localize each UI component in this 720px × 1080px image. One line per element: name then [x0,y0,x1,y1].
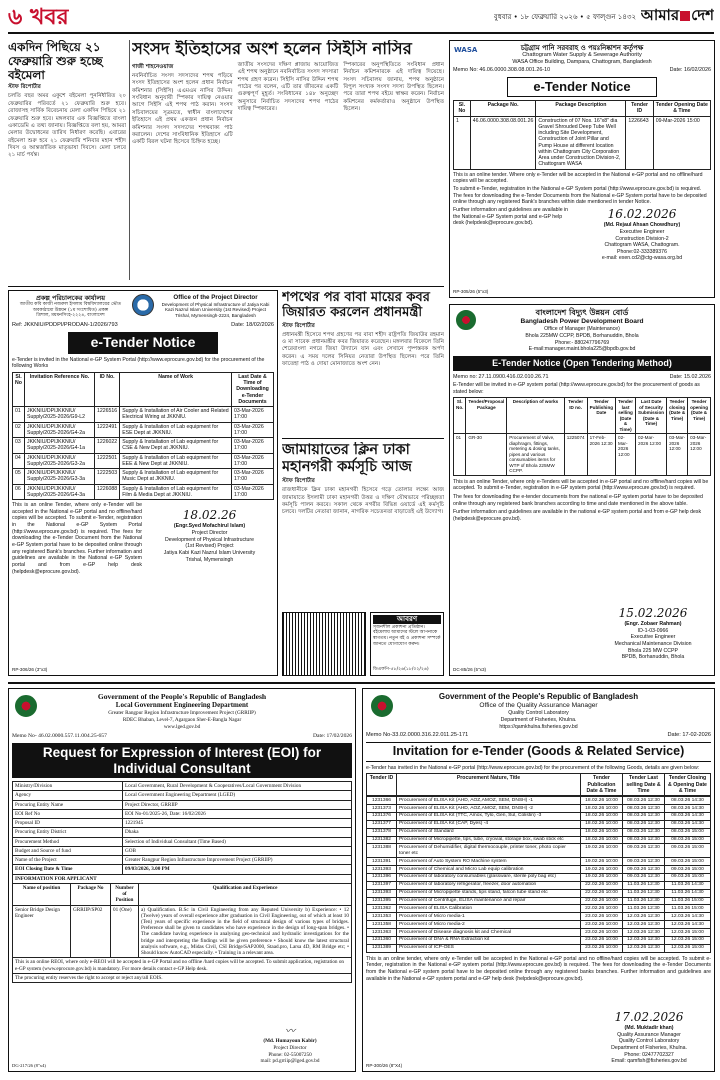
signature-block: 16.02.2026 (Md. Rejaul Ahsan Chowdhury) Executive Engineer Construction Division-2 Chattogram WASA, Chattogram. Phone:02-333389376 e-mail: exen.cd2@ctg-wasa.org.bd [573,207,711,262]
table-row: 1231377 Procurement of ELISA Kit (CAP, Dyes) -4 18.02.26 10:00 08.03.26 12:30 08.03.26 14:30 [367,820,711,828]
table-row: Name of the Project Greater Rangpur Region Infrastructure Improvement Project (GRRIIP) [13,856,352,865]
notice-text: This is an online tender, where only e-Tender will be accepted in the National e-GP portal and no offline/hard copies will be accepted. To submit e-Tender, registration in the National e-GP system portal (http://www.eprocure.gov.bd) is required. The fees for downloading the e-Tender Documents from the National e-GP system portal have to be deposited online through any registered banks branches. Further information and guidelines are available in the National e-GP system portal and e-GP help desk (helpdesk@eprocure.gov.bd). [366,955,711,982]
barcode-image [282,612,366,676]
table-row: 1231395 Procurement of Centrifuge, ELISA maintenance and repair 22.02.26 10:00 11.03.26 12:30 11.03.26 15:00 [367,897,711,905]
ad-ref: DG-217/26 (8"x4) [12,1063,46,1069]
table-row: 1231397 Procurement of laboratory refrigerator, freezer, door automation 22.02.26 10:00 11.03.26 12:30 11.03.26 14:30 [367,881,711,889]
story-headline: একদিন পিছিয়ে ২১ ফেব্রুয়ারি শুরু হচ্ছে বইমেলা [8,40,103,83]
story-byline: গাজী শাহনেওয়াজ [132,63,174,70]
section-rule [8,286,444,287]
signature: 15.02.2026 [618,605,688,620]
notice-text: Further information and guidelines are available in the National e-GP System portal and e-GP help desk (helpdesk@eprocure.gov.bd). [453,206,569,227]
gov-emblem-icon [371,695,393,717]
logo-mark-icon [680,11,690,21]
table-row: 01 JKKNIU/DPIJKKNIU/ Supply/2025-2026/G9-L2 1226516 Supply & Installation of Air Cooler and Related Electrical Wiring at JKKNIU. 03-Mar-2026 17:00 [13,407,274,422]
story-byline: স্টাফ রিপোর্টার [282,322,315,329]
story-pm-zirayat [282,290,444,436]
table-row: 1231358 Procurement of Micro media-2 23.02.26 10:00 12.03.26 12:30 12.03.26 14:30 [367,921,711,929]
ad-title: আবরণ [373,615,441,624]
ad-ref: RP-306/26 (3"x3) [12,667,48,673]
table-row: 05 JKKNIU/DPIJKKNIU/ Supply/2025-2026/G3-3a 1222503 Supply & Installation of Lab equipment for Music Dept at JKKNIU. 03-Mar-2026 17:00 [13,469,274,484]
table-row: 1231393 Procurement of Micropipette stands, tips stand, falcon tube stand etc 22.02.26 10:00 11.03.26 12:30 11.03.26 14:30 [367,889,711,897]
signature-block: 15.02.2026 (Engr. Zobaer Rahman) ID-1-03-0966 Executive Engineer Mechanical Maintenance Division Bhola 225 MW CCPP BPDB, Borhanuddin, Bhola [598,606,708,661]
org-name-bn: চট্টগ্রাম পানি সরবরাহ ও পয়ঃনিষ্কাশন কর্তৃপক্ষ [520,44,644,52]
story-body: প্রধানমন্ত্রী হিসেবে শপথ গ্রহণের পর বাবা শহীদ রাষ্ট্রপতি জিয়াউর রহমান ও মা সাবেক প্রধানমন্ত্রীর কবর জিয়ারত করেছেন। মঙ্গলবার বিকেলে তিনি শেরেবাংলা নগরে জিয়া উদ্যানে যান এবং সেখানে পুষ্পস্তবক অর্পণ করেন। এ সময় দলের সিনিয়র নেতারা উপস্থিত ছিলেন। পরে তিনি ফাতেহা পাঠ ও দোয়া মোনাজাতে অংশ নেন। [282,331,444,368]
table-row: 1231393 Procurement of Chemical and Micro Lab equip calibration 19.02.26 10:00 09.03.26 12:30 09.03.26 15:00 [367,866,711,874]
table-row: 1231362 Procurement of ELISA Calibration 22.02.26 10:00 11.03.26 12:30 11.03.26 15:00 [367,905,711,913]
org-name: Office of the Quality Assurance Manager [479,702,598,709]
table-row: 02 JKKNIU/DPIJKKNIU/ Supply/2025-2026/G4-2a 1222491 Supply & Installation of Lab equipment for ESE Dept at JKKNIU. 03-Mar-2026 17:00 [13,422,274,437]
table-row: 1231389 Procurement of ICP-OES 23.02.26 10:00 12.03.26 12:30 12.03.26 15:00 [367,944,711,952]
bpdb-logo-icon [456,310,476,330]
lged-eoi-ad: Government of the People's Republic of Bangladesh Local Government Engineering Department Greater Rangpur Region Infrastructure Improvement Project (GRRIIP) RDEC Bhaban, Level-7, Agargaon Sher-E-Bangla Nagar www.lged.gov.bd Memo No- 46.02.0000.557.11.004.25-657 Date: 17/02/2026 Request for Expression of Interest (EOI) for Individual Consultant Ministry/Division Local Government, Rural Development & Cooperatives/Local Government Division Agency Local Government Engineering Department (LGED) Procuring Entity Name Project Director, GRRIIP EOI Ref No EOI No-01/2025-26, Date: 16/02/2026 Proposal ID 1221945 Procuring Entity District Dhaka Procurement Method Selection of Individual Consultant (Time Based) Budget and Source of fund GOB Name of the Project Greater Rangpur Region Infrastructure Improvement Project (GRRIIP) EOI Closing Date & Time 09/03/2026, 3.00 PM INFORMATION FOR APPLICANT Name of position Package No Number of Position Qualification and Experience Senior Bridge Design Engineer GRRIIP/SP02 01 (One) a) Qualification. B.Sc in Civil Engineering from any Reputed University b) Experience: • 12 (Twelve) years of overall experience after graduation in Civil Engineering, out of which at least 10 (Ten) years of specific experience in the field of structural design of various types of bridges. Preference shall be given to candidates who have experience in the design of long-span bridges. • The candidate having experience in analysing geo-technical and hydraulic investigations for the bridge and interpreting the findings will be given preference • Should know the latest structural analysis software, e.g., Midas Civil, CSI Bridge/SAP2000, Staad.pro, Larsa 4D, RM Bridge etc; • Should know AutoCAD especially. • Training in a relevant area. This is an online REOI, where only e-REOI will be accepted in e-GP Portal and no offline /hard copies will be accepted. To submit application, registration on e-GP system (www.eprocure.gov.bd) is mandatory. For more details contact e-GP Help desk. The procuring entity reserves the right to accept or reject any/all EOIS. 〰 (Md. Humayoun Kabir) Project Director Phone: 02-55007250 mail: pd.grriip@lged.gov.bd DG-217/26 (8"x4) [8,688,356,1072]
ad-ref: ডিএফপি-৫৮/২৬(১৮/০২/২৬) [373,667,429,673]
wasa-logo-icon: WASA [454,46,478,54]
aboron-ad [370,612,444,676]
signature: 18.02.26 [182,507,237,522]
table-row: 1231366 Procurement of ELISA Kit (AHD, AOZ,AMOZ, SEM, DNSH) -1 18.02.26 10:00 08.03.26 12:30 08.03.26 14:30 [367,797,711,805]
table-row: 1231382 Procurement of Micropipette, tips, tube, cryovial, storage box, swab stick etc 18.02.26 10:00 08.03.26 12:30 08.03.26 15:00 [367,836,711,844]
story-boi-mela [8,40,126,282]
table-row: 03 JKKNIU/DPIJKKNIU/ Supply/2025-2026/G4-1a 1226022 Supply & Installation of Lab equipment for CSE & New Dept at JKKNIU. 03-Mar-2026 17:00 [13,438,274,453]
story-headline: শপথের পর বাবা মায়ের কবর জিয়ারত করলেন প্রধানমন্ত্রী [282,290,430,321]
notice-text: This is an online Tender, where only e-Tender will be accepted in the National e-GP portal and no offline/hard copies will be accepted. To submit e-Tender, registration in the National e-GP System Portal (http://www.eprocure.gov.bd) is required. The fees for downloading the e-Tender Document from the National e-GP System portal have to be deposited online through any registered Bank's branches. Further information and guidelines are available in the National e-GP System portal and from e-GP help desk (helpdesk@eprocure.gov.bd). [12,501,142,575]
table-row: 1231363 Procurement of Disease diagnosis kit and Chemical 23.02.26 10:00 12.03.26 12:30 12.03.26 15:00 [367,929,711,937]
story-headline: সংসদ ইতিহাসের অংশ হলেন সিইসি নাসির [132,40,412,58]
table-row: EOI Ref No EOI No-01/2025-26, Date: 16/02/2026 [13,809,352,818]
tender-table: Sl. No Package No. Package Description Tender ID Tender Opening Date & Time 1 46.06.0000.308.08.001.26 Construction of 07 Nos. 16"x8" dia Gravel Shrouded Deep Tube Well including Site Development, Construction of Joint Pillar and Pump House at different location within Chattogram City Corporation Area under Construction Division-2, Chattogram WASA 1226643 09-Mar-2026 15:00 [453,100,711,169]
memo-line: Memo No: 46.06.0000.308.08.001.26-10 Date: 16/02/2026 [453,67,711,74]
university-emblem-icon [132,294,154,316]
signature-block: 17.02.2026 (Md. Muktadir khan) Quality Assurance Manager Quality Control Laboratory Department of Fisheries, Khulna. Phone: 02477702327 Email: qamfish@fisheries.gov.bd [594,1010,704,1065]
bpdb-tender-ad: বাংলাদেশ বিদ্যুৎ উন্নয়ন বোর্ড Bangladesh Power Development Board Office of Manager (Maintenance) Bhola 225MW CCPP, BPDB, Borhanuddin, Bhola Phone:- 880247796769 E-mail:manager.maint.bhola225@bpdb.gov.bd E-Tender Notice (Open Tendering Method) Memo no: 27.11.0900.416.02.010.26.71 Date: 15.02.2026 E-Tender will be invited in e-GP system portal (http://www.eprocure.gov.bd) for the procurement of goods as stated below: Sl. No. Tender/Proposal Package Description of works Tender ID no. Tender Publishing Date Tender last selling (Date & Time) Last Date of Security Submission (Date & Time) Tender closing (Date & Time) Tender opening (Date & Time) 01 GR-30 Procurement of Valve, diaphragm, fittings, metering & dosing tanks, pipes and various consumables items for WTP of Bhola 225MW CCPP. 1225074 17-Feb-2026 12:30 02-Mar-2026 12:00 02-Mar-2026 12:00 03-Mar-2026 12:00 03-Mar-2026 12:00 This is an online Tender, where only e-Tenders will be accepted in e-GP portal and no offline/hard copies will be accepted. To submit e-Tender, registration in e-GP system portal (http://www.eprocure.gov.bd) is required. The fees for downloading the e-tender documents from the national e-GP system portal have to be deposited online through any registered bank branches according to time and date mentioned in the above table. Further information and guidelines are available in the national e-GP system portal and from e-GP help desk (helpdesk@eprocure.gov.bd). 15.02.2026 (Engr. Zobaer Rahman) ID-1-03-0966 Executive Engineer Mechanical Maintenance Division Bhola 225 MW CCPP BPDB, Borhanuddin, Bhola DC-85/26 (5"x3) [449,304,715,676]
table-row: Procurement Method Selection of Individual Consultant (Time Based) [13,837,352,846]
story-cec-nasir [132,40,444,282]
notice-banner: Invitation for e-Tender (Goods & Related Service) [366,742,711,762]
ad-ref: RP-300/26 (8"X4) [366,1063,403,1069]
notice-text: The fees for downloading the e-tender documents from the national e-GP system portal have to be deposited online through any registered bank branches according to time and date mentioned in the above table. [453,493,703,507]
story-body: চলতি বছর অমর একুশে বইমেলা পুনর্নির্ধারিত ২০ ফেব্রুয়ারির পরিবর্তে ২১ ফেব্রুয়ারি শুরু হবে। রোজাসহ সার্বিক বিবেচনায় মেলা একদিন পিছিয়ে ২১ ফেব্রুয়ারি শুরু হবে। মঙ্গলবার এক বিজ্ঞপ্তিতে বাংলা একাডেমি এ তথ্য জানায়। বিজ্ঞপ্তিতে বলা হয়, আমরা মেলার উদ্বোধনের তারিখ নির্ধারণ করেছি। এবারের বইমেলা শুরু হবে ২১ ফেব্রুয়ারি শনিবার মহান শহীদ দিবস ও আন্তর্জাতিক মাতৃভাষা দিবসে। মেলা চলবে ২১ মার্চ পর্যন্ত। [8,93,126,159]
table-row: Procuring Entity Name Project Director, GRRIIP [13,800,352,809]
qam-tender-ad: Government of the People's Republic of Bangladesh Office of the Quality Assurance Manager Quality Control Laboratory Department of Fisheries, Khulna. https://qamkhulna.fisheries.gov.bd Memo No-33.02.0000.316.22.011.25-171 Date: 17-02-2026 Invitation for e-Tender (Goods & Related Service) e-Tender has invited in the National e-GP portal (http://www.eprocure.gov.bd) for the procurement of the following Goods, details are given below: Tender ID Procurement Nature, Title Tender Publication Date & Time Tender Last selling Date & Time Tender Closing & Opening Date & Time 1231366 Procurement of ELISA Kit (AHD, AOZ,AMOZ, SEM, DNSH) -1 18.02.26 10:00 08.03.26 12:30 08.03.26 14:30 1231373 Procurement of ELISA Kit (AHD, AOZ,AMOZ, SEM, DNSH) -2 18.02.26 10:00 08.03.26 12:30 08.03.26 14:30 1231376 Procurement of ELISA Kit (TTC, Amox, Tylo, Gen, Sul, Colistin) -3 18.02.26 10:00 08.03.26 12:30 08.03.26 14:30 1231377 Procurement of ELISA Kit (CAP, Dyes) -4 18.02.26 10:00 08.03.26 12:30 08.03.26 14:30 1231378 Procurement of Standard 18.02.26 10:00 08.03.26 12:30 08.03.26 15:00 1231382 Procurement of Micropipette, tips, tube, cryovial, storage box, swab stick etc 18.02.26 10:00 08.03.26 12:30 08.03.26 15:00 1231388 Procurement of Dehumidifier, digital thermocouple, printer toner, photo copier toner etc 19.02.26 10:00 09.03.26 12:30 09.03.26 15:00 1231391 Procurement of Auto System RO Machine system 19.02.26 10:00 09.03.26 12:30 09.03.26 15:00 1231393 Procurement of Chemical and Micro Lab equip calibration 19.02.26 10:00 09.03.26 12:30 09.03.26 15:00 1231396 Procurement of laboratory consumables (glassware, sterile poly bag etc) 19.02.26 10:00 09.03.26 12:30 09.03.26 15:00 1231397 Procurement of laboratory refrigerator, freezer, door automation 22.02.26 10:00 11.03.26 12:30 11.03.26 14:30 1231393 Procurement of Micropipette stands, tips stand, falcon tube stand etc 22.02.26 10:00 11.03.26 12:30 11.03.26 14:30 1231395 Procurement of Centrifuge, ELISA maintenance and repair 22.02.26 10:00 11.03.26 12:30 11.03.26 15:00 1231362 Procurement of ELISA Calibration 22.02.26 10:00 11.03.26 12:30 11.03.26 15:00 1231353 Procurement of Micro media-1 23.02.26 10:00 12.03.26 12:30 12.03.26 14:30 1231358 Procurement of Micro media-2 23.02.26 10:00 12.03.26 12:30 12.03.26 14:30 1231363 Procurement of Disease diagnosis kit and Chemical 23.02.26 10:00 12.03.26 12:30 12.03.26 15:00 1231360 Procurement of DNA & RNA Extraction kit 23.02.26 10:00 12.03.26 12:30 12.03.26 15:00 1231389 Procurement of ICP-OES 23.02.26 10:00 12.03.26 12:30 12.03.26 15:00 This is an online tender, where only e-Tender will be accepted in the National e-GP portal and no offline/hard copies will be accepted. To submit e-Tender, registration in the National e-GP system portal (http://www.eprocure.gov.bd) is required. The fees for downloading the e-Tender Documents from the National e-GP system portal have to be deposited online through any registered banks branches. Further information and guidelines are available in the National e-GP system portal and e-GP help desk (helpdesk@eprocure.gov.bd). 17.02.2026 (Md. Muktadir khan) Quality Assurance Manager Quality Control Laboratory Department of Fisheries, Khulna. Phone: 02477702327 Email: qamfish@fisheries.gov.bd RP-300/26 (8"X4) [362,688,715,1072]
story-body-col2: জাতীয় সংসদের দক্ষিণ প্লাজায় আয়োজিত এই শপথ অনুষ্ঠানে নবনির্বাচিত সংসদ সদস্যরা শপথ গ্রহণ করেন। সিইসি নাসির উদ্দিন শপথ পাঠের পর বলেন, এটি তার জীবনের একটি গুরুত্বপূর্ণ মুহূর্ত। সংবিধানের ১৪৮ অনুচ্ছেদ অনুসারে নির্বাচিত সদস্যদের শপথ পাঠের দায়িত্ব স্পিকারের। [237,61,339,113]
notice-intro: e-Tender is invited in the National e-GP System Portal (http://www.eprocure.gov.bd) for the procurement of the following Works [12,356,265,370]
org-name-en: Office of the Project Director [173,294,258,301]
notice-text: The procuring entity reserves the right to accept or reject any/all EOIS. [13,973,352,982]
ad-ref: DC-85/26 (5"x3) [453,667,487,673]
signature-block: 〰 (Md. Humayoun Kabir) Project Director Phone: 02-55007250 mail: pd.grriip@lged.gov.bd [235,1026,345,1065]
table-row: 1231396 Procurement of laboratory consumables (glassware, sterile poly bag etc) 19.02.26 10:00 09.03.26 12:30 09.03.26 15:00 [367,873,711,881]
tender-rows [366,796,711,953]
table-row: Senior Bridge Design Engineer GRRIIP/SP02 01 (One) a) Qualification. B.Sc in Civil Engineering from any Reputed University b) Experience: • 12 (Twelve) years of overall experience after graduation in Civil Engineering, out of which at least 10 (Ten) years of specific experience in the field of structural design of various types of bridges. Preference shall be given to candidates who have experience in the design of long-span bridges. • The candidate having experience in analysing geo-technical and hydraulic investigations for the bridge and interpreting the findings will be given preference • Should know the latest structural analysis software, e.g., Midas Civil, CSI Bridge/SAP2000, Staad.pro, Larsa 4D, RM Bridge etc; • Should know AutoCAD especially. • Training in a relevant area. [13,905,352,958]
signature-block: 18.02.26 (Engr.Syed Mofachirul Islam) Project Director Development of Physical Infrastructure (1st Revised) Project Jatiya Kabi Kazi Nazrul Islam University Trishal, Mymensingh [145,502,274,575]
org-name-en: Chattogram Water Supply & Sewerage Authority [522,52,642,59]
table-row: 1231376 Procurement of ELISA Kit (TTC, Amox, Tylo, Gen, Sul, Colistin) -3 18.02.26 10:00 08.03.26 12:30 08.03.26 14:30 [367,812,711,820]
table-row: 1231378 Procurement of Standard 18.02.26 10:00 08.03.26 12:30 08.03.26 15:00 [367,828,711,836]
position-table: Name of position Package No Number of Position Qualification and Experience Senior Bridge Design Engineer GRRIIP/SP02 01 (One) a) Qualification. B.Sc in Civil Engineering from any Reputed University b) Experience: • 12 (Twelve) years of overall experience after graduation in Civil Engineering, out of which at least 10 (Ten) years of specific experience in the field of structural design of various types of bridges. Preference shall be given to candidates who have experience in the design of long-span bridges. • The candidate having experience in analysing geo-technical and hydraulic investigations for the bridge and interpreting the findings will be given preference • Should know the latest structural analysis software, e.g., Midas Civil, CSI Bridge/SAP2000, Staad.pro, Larsa 4D, RM Bridge etc; • Should know AutoCAD especially. • Training in a relevant area. This is an online REOI, where only e-REOI will be accepted in e-GP Portal and no offline /hard copies will be accepted. To submit application, registration on e-GP system (www.eprocure.gov.bd) is mandatory. For more details contact e-GP Help desk. The procuring entity reserves the right to accept or reject any/all EOIS. [12,883,352,983]
jkkniu-tender-ad: প্রকল্প পরিচালকের কার্যালয় জাতীয় কবি কাজী নজরুল ইসলাম বিশ্ববিদ্যালয়ের ভৌত অবকাঠামো উন্নয়ন (১ম সংশোধিত) প্রকল্প ত্রিশাল, ময়মনসিংহ-২২২৪, বাংলাদেশ Office of the Project Director Development of Physical Infrastructure of Jatiya Kabi Kazi Nazrul Islam University (1st Revised) Project Trishal, Mymensingh-2224, Bangladesh Ref: JKKNIU/PDDPI/PRODAN-1/2026/793 Date: 18/02/2026 e-Tender Notice e-Tender is invited in the National e-GP System Portal (http://www.eprocure.gov.bd) for the procurement of the following Works Sl. No Invitation Reference No. ID No. Name of Work Last Date & Time of Downloading e-Tender Documents 01 JKKNIU/DPIJKKNIU/ Supply/2025-2026/G9-L2 1226516 Supply & Installation of Air Cooler and Related Electrical Wiring at JKKNIU. 03-Mar-2026 17:00 02 JKKNIU/DPIJKKNIU/ Supply/2025-2026/G4-2a 1222491 Supply & Installation of Lab equipment for ESE Dept at JKKNIU. 03-Mar-2026 17:00 03 JKKNIU/DPIJKKNIU/ Supply/2025-2026/G4-1a 1226022 Supply & Installation of Lab equipment for CSE & New Dept at JKKNIU. 03-Mar-2026 17:00 04 JKKNIU/DPIJKKNIU/ Supply/2025-2026/G3-2a 1222501 Supply & Installation of Lab equipment for EEE & New Dept at JKKNIU. 03-Mar-2026 17:00 05 JKKNIU/DPIJKKNIU/ Supply/2025-2026/G3-3a 1222503 Supply & Installation of Lab equipment for Music Dept at JKKNIU. 03-Mar-2026 17:00 06 JKKNIU/DPIJKKNIU/ Supply/2025-2026/G4-3a 1226088 Supply & Installation of Lab equipment for Film & Media Dept at JKKNIU. 03-Mar-2026 17:00 This is an online Tender, where only e-Tender will be accepted in the National e-GP portal and no offline/hard copies will be accepted. To submit e-Tender, registration in the National e-GP System Portal (http://www.eprocure.gov.bd) is required. The fees for downloading the e-Tender Document from the National e-GP System portal have to be deposited online through any registered Bank's branches. Further information and guidelines are available in the National e-GP System portal and from e-GP help desk (helpdesk@eprocure.gov.bd). 18.02.26 (Engr.Syed Mofachirul Islam) Project Director Development of Physical Infrastructure (1st Revised) Project Jatiya Kabi Kazi Nazrul Islam University Trishal, Mymensingh RP-306/26 (3"x3) [8,290,278,676]
ad-body: সৃজনশীল প্রকাশনা প্রতিষ্ঠান। বইমেলায় আমাদের স্টলে আপনাকে স্বাগতম। নতুন বই ও প্রকাশনা সম্পর্কে জানতে যোগাযোগ করুন। [373,624,441,647]
table-row: 1231391 Procurement of Auto System RO Machine system 19.02.26 10:00 09.03.26 12:30 09.03.26 15:00 [367,858,711,866]
table-row: 1231353 Procurement of Micro media-1 23.02.26 10:00 12.03.26 12:30 12.03.26 14:30 [367,913,711,921]
notice-intro: e-Tender has invited in the National e-GP portal (http://www.eprocure.gov.bd) for the procurement of the following Goods, details are given below: [366,764,700,771]
story-clean-dhaka [282,442,444,612]
table-row: 1231373 Procurement of ELISA Kit (AHD, AOZ,AMOZ, SEM, DNSH) -2 18.02.26 10:00 08.03.26 12:30 08.03.26 14:30 [367,805,711,813]
org-name-bn: বাংলাদেশ বিদ্যুৎ উন্নয়ন বোর্ড [535,308,629,317]
tender-table: Tender ID Procurement Nature, Title Tender Publication Date & Time Tender Last selling Date & Time Tender Closing & Opening Date & Time [366,773,711,796]
notice-banner: e-Tender Notice [507,77,657,97]
notice-text: This is an online tender. Where only e-Tender will be accepted in the National e-GP portal and no offline/hard copies will be accepted. [453,171,703,185]
newspaper-logo: আমার দেশ [640,6,714,24]
eoi-info-table [12,781,352,884]
column-divider [129,40,130,280]
wasa-tender-ad [449,40,715,298]
table-row: 01 GR-30 Procurement of Valve, diaphragm, fittings, metering & dosing tanks, pipes and various consumables items for WTP of Bhola 225MW CCPP. 1225074 17-Feb-2026 12:30 02-Mar-2026 12:00 02-Mar-2026 12:00 03-Mar-2026 12:00 03-Mar-2026 12:00 [454,434,711,476]
table-row: 1 46.06.0000.308.08.001.26 Construction of 07 Nos. 16"x8" dia Gravel Shrouded Deep Tube Well including Site Development, Construction of Joint Pillar and Pump House at different location within Chattogram City Corporation Area under Construction Division-2, Chattogram WASA 1226643 09-Mar-2026 15:00 [454,116,711,169]
table-row: 1231388 Procurement of Dehumidifier, digital thermocouple, printer toner, photo copier toner etc 19.02.26 10:00 09.03.26 12:30 09.03.26 15:00 [367,844,711,858]
table-row: 06 JKKNIU/DPIJKKNIU/ Supply/2025-2026/G4-3a 1226088 Supply & Installation of Lab equipment for Film & Media Dept at JKKNIU. 03-Mar-2026 17:00 [13,484,274,499]
memo-line: Ref: JKKNIU/PDDPI/PRODAN-1/2026/793 Date: 18/02/2026 [12,322,274,329]
page-header [8,4,714,34]
notice-text: To submit e-Tender, registration in the National e-GP System portal (http://www.eprocure.gov.bd) is required. The fees for downloading the e-Tender Documents from the National e-GP System portal have to be deposited online through any registered Bank's branches within date mentioned in tender Notice. [453,185,707,206]
story-body: রাজধানীকে ক্লিন ঢাকা মহানগরী হিসেবে গড়ে তোলার লক্ষ্যে আজ জামায়াতে ইসলামী ঢাকা মহানগরী উত্তর ও দক্ষিণ যৌথভাবে পরিচ্ছন্নতা কর্মসূচি পালন করবে। সকাল থেকে নগরীর বিভিন্ন ওয়ার্ডে এই কর্মসূচি চলবে। দলটির নেতারা জানান, নাগরিক সচেতনতা বাড়াতেই এই উদ্যোগ। [282,487,444,516]
notice-text: This is an online REOI, where only e-REOI will be accepted in e-GP Portal and no offline /hard copies will be accepted. To submit application, registration on e-GP system (www.eprocure.gov.bd) is mandatory. For more details contact e-GP Help desk. [13,958,352,973]
org-name: Local Government Engineering Department [115,701,249,710]
memo-line: Memo No- 46.02.0000.557.11.004.25-657 Date: 17/02/2026 [12,733,352,740]
tender-table: Sl. No. Tender/Proposal Package Description of works Tender ID no. Tender Publishing Date Tender last selling (Date & Time) Last Date of Security Submission (Date & Time) Tender closing (Date & Time) Tender opening (Date & Time) 01 GR-30 Procurement of Valve, diaphragm, fittings, metering & dosing tanks, pipes and various consumables items for WTP of Bhola 225MW CCPP. 1225074 17-Feb-2026 12:30 02-Mar-2026 12:00 02-Mar-2026 12:00 03-Mar-2026 12:00 03-Mar-2026 12:00 [453,397,711,476]
signature: 17.02.2026 [614,1009,684,1024]
tender-table: Sl. No Invitation Reference No. ID No. Name of Work Last Date & Time of Downloading e-Tender Documents 01 JKKNIU/DPIJKKNIU/ Supply/2025-2026/G9-L2 1226516 Supply & Installation of Air Cooler and Related Electrical Wiring at JKKNIU. 03-Mar-2026 17:00 02 JKKNIU/DPIJKKNIU/ Supply/2025-2026/G4-2a 1222491 Supply & Installation of Lab equipment for ESE Dept at JKKNIU. 03-Mar-2026 17:00 03 JKKNIU/DPIJKKNIU/ Supply/2025-2026/G4-1a 1226022 Supply & Installation of Lab equipment for CSE & New Dept at JKKNIU. 03-Mar-2026 17:00 04 JKKNIU/DPIJKKNIU/ Supply/2025-2026/G3-2a 1222501 Supply & Installation of Lab equipment for EEE & New Dept at JKKNIU. 03-Mar-2026 17:00 05 JKKNIU/DPIJKKNIU/ Supply/2025-2026/G3-3a 1222503 Supply & Installation of Lab equipment for Music Dept at JKKNIU. 03-Mar-2026 17:00 06 JKKNIU/DPIJKKNIU/ Supply/2025-2026/G4-3a 1226088 Supply & Installation of Lab equipment for Film & Media Dept at JKKNIU. 03-Mar-2026 17:00 [12,372,274,500]
notice-intro: E-Tender will be invited in e-GP system portal (http://www.eprocure.gov.bd) for the procurement of goods as stated below: [453,381,700,395]
memo-line: Memo no: 27.11.0900.416.02.010.26.71 Date: 15.02.2026 [453,374,711,381]
notice-banner: Request for Expression of Interest (EOI) for Individual Consultant [12,743,352,778]
memo-line: Memo No-33.02.0000.316.22.011.25-171 Date: 17-02-2026 [366,732,711,739]
org-address: WASA Office Building, Dampara, Chattogram, Bangladesh [512,59,652,66]
story-byline: স্টাফ রিপোর্টার [8,84,41,91]
story-headline: জামায়াতের ক্লিন ঢাকা মহানগরী কর্মসূচি আজ [282,442,412,476]
table-row: 04 JKKNIU/DPIJKKNIU/ Supply/2025-2026/G3-2a 1222501 Supply & Installation of Lab equipment for EEE & New Dept at JKKNIU. 03-Mar-2026 17:00 [13,453,274,468]
table-row: Ministry/Division Local Government, Rural Development & Cooperatives/Local Government Division [13,782,352,791]
table-row: Agency Local Government Engineering Department (LGED) [13,791,352,800]
table-row: Proposal ID 1221945 [13,819,352,828]
table-row: 1231360 Procurement of DNA & RNA Extraction kit 23.02.26 10:00 12.03.26 12:30 12.03.26 15:00 [367,936,711,944]
section-rule [282,438,444,439]
story-body-col3: স্পিকারের অনুপস্থিতিতে সংবিধান প্রধান নির্বাচন কমিশনারকে এই দায়িত্ব দিয়েছে। সংসদ সচিবালয় জানায়, শপথ অনুষ্ঠানে বিপুল সংখ্যক সংসদ সদস্য উপস্থিত ছিলেন। পরে তারা শপথ বইয়ে স্বাক্ষর করেন। নির্বাচন কমিশনের কর্মকর্তারাও অনুষ্ঠানে উপস্থিত ছিলেন। [343,61,444,113]
section-rule [8,682,715,684]
table-row: EOI Closing Date & Time 09/03/2026, 3.00 PM [13,865,352,874]
notice-banner: E-Tender Notice (Open Tendering Method) [453,356,711,371]
gov-emblem-icon [15,695,37,717]
table-row: Budget and Source of fund GOB [13,846,352,855]
signature: 16.02.2026 [607,206,677,221]
table-row: Procuring Entity District Dhaka [13,828,352,837]
gov-name: Government of the People's Republic of Bangladesh [438,692,639,701]
story-body-col1: নবনির্বাচিত সংসদ সদস্যদের শপথ পড়িয়ে সংসদ ইতিহাসের অংশ হলেন প্রধান নির্বাচন কমিশনার (সিইসি) এএমএম নাসির উদ্দিন। সংবিধান অনুযায়ী স্পিকার দায়িত্ব নেওয়ার আগে সিইসি এই শপথ পাঠ করান। সংসদ সচিবালয়ের সূত্রমতে, স্বাধীন বাংলাদেশের ইতিহাসে এই প্রথম একজন প্রধান নির্বাচন কমিশনার সংসদ সদস্যদের শপথবাক্য পাঠ করালেন। দেশের সাংবিধানিক ইতিহাসে এটি একটি বিরল ঘটনা হিসেবে চিহ্নিত হচ্ছে। [132,72,233,146]
signature-icon: 〰 [285,1025,295,1037]
ad-ref: RP-305/26 (5"x3) [453,289,489,295]
header-date: বুধবার • ১৮ ফেব্রুয়ারি ২০২৬ • ৫ ফাল্গুন ১৪৩২ [493,13,636,21]
notice-text: This is an online Tender, where only e-Tenders will be accepted in e-GP portal and no offline/hard copies will be accepted. To submit e-Tender, registration in e-GP system portal (http://www.eprocure.gov.bd) is required. [453,478,709,492]
notice-text: Further information and guidelines are available in the national e-GP system portal and from e-GP help desk (helpdesk@eprocure.gov.bd). [453,509,702,522]
page-number: ৬ খবর [8,5,69,30]
org-name-en: Bangladesh Power Development Board [520,318,644,325]
section-label: INFORMATION FOR APPLICANT [13,874,352,883]
gov-name: Government of the People's Republic of Bangladesh [97,692,267,701]
story-columns [132,62,444,147]
org-name-bn: প্রকল্প পরিচালকের কার্যালয় [36,294,105,302]
story-byline: স্টাফ রিপোর্টার [282,478,315,485]
notice-banner: e-Tender Notice [68,332,218,354]
